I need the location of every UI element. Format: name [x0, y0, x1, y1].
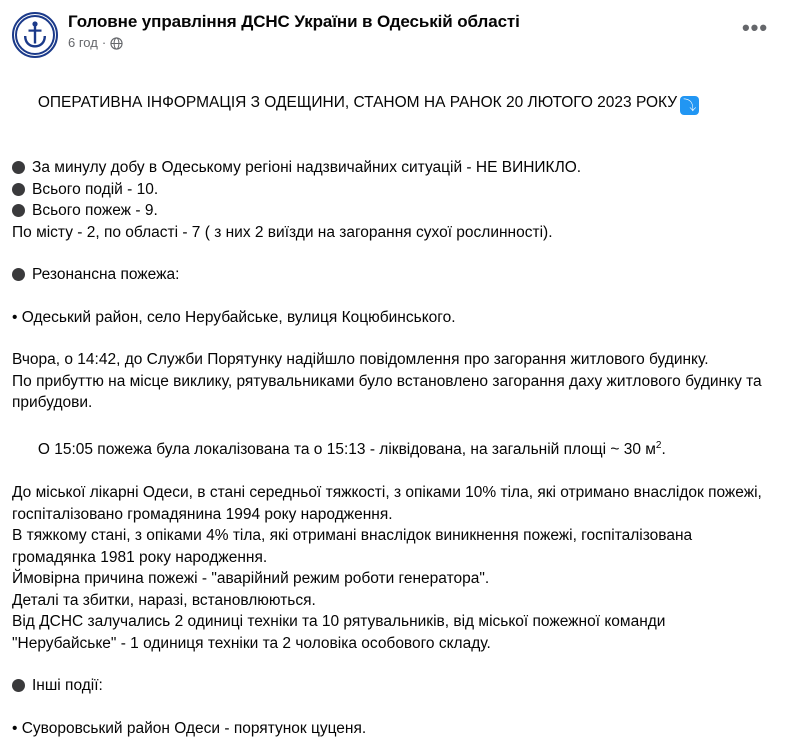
list-item-label: Всього подій - 10.	[32, 180, 159, 198]
other-events-line: • Суворовський район Одеси - порятунок цуценя.	[12, 719, 367, 737]
list-item-label: За минулу добу в Одеському регіоні надзвичайних ситуацій - НЕ ВИНИКЛО.	[32, 159, 582, 176]
list-item	[12, 200, 774, 222]
list-item	[12, 157, 774, 179]
meta-separator: ·	[101, 35, 107, 50]
spacer	[12, 286, 774, 307]
area-line-before: О 15:05 пожежа була локалізована та о 15:13 - ліквідована, на загальній площі ~ 30 м	[37, 441, 656, 459]
page-name[interactable]: Головне управління ДСНС України в Одеській області	[68, 12, 520, 31]
paragraph: Від ДСНС залучались 2 одиниці техніки та 10 рятувальників, від міської пожежної команди "Нерубайське" - 1 одиниця техніки та 2 чоловіка особового складу.	[12, 613, 670, 652]
bullet-circle-icon	[12, 204, 25, 217]
area-line-superscript: 2	[655, 440, 662, 451]
spacer	[12, 136, 774, 157]
list-item	[12, 264, 774, 286]
paragraph: Ймовірна причина пожежі - "аварійний режим роботи генератора".	[12, 570, 490, 588]
avatar[interactable]	[12, 12, 58, 58]
post-timestamp[interactable]: 6 год	[68, 35, 98, 50]
post-header-text	[68, 10, 520, 51]
post-title-text: ОПЕРАТИВНА ІНФОРМАЦІЯ З ОДЕЩИНИ, СТАНОМ НА РАНОК 20 ЛЮТОГО 2023 РОКУ	[37, 93, 678, 111]
bullet-circle-icon	[12, 679, 25, 692]
paragraph: Вчора, о 14:42, до Служби Порятунку надійшло повідомлення про загорання житлового будинку.	[12, 351, 709, 368]
list-item-label: Інші події:	[32, 677, 103, 695]
spacer	[12, 654, 774, 675]
post-header	[0, 0, 786, 64]
list-item-label: Всього пожеж - 9.	[32, 202, 158, 219]
paragraph: До міської лікарні Одеси, в стані середньої тяжкості, з опіками 10% тіла, які отримано внаслідок пожежі, госпіталізовано громадянина 1994 року народження.	[12, 484, 767, 523]
spacer	[12, 697, 774, 718]
location-line: • Одеський район, село Нерубайське, вулиця Коцюбинського.	[12, 308, 456, 326]
paragraph: В тяжкому стані, з опіками 4% тіла, які отримані внаслідок виникнення пожежі, госпіталізована громадянка 1981 року народження.	[12, 527, 697, 566]
paragraph: По прибуттю на місце виклику, рятувальниками було встановлено загорання даху житлового будинку та прибудови.	[12, 372, 766, 411]
bullet-circle-icon	[12, 268, 25, 281]
list-item	[12, 179, 774, 201]
list-item-label: Резонансна пожежа:	[32, 266, 180, 283]
globe-icon	[110, 37, 123, 50]
area-line-after: .	[661, 441, 666, 459]
post-options-button[interactable]	[738, 16, 772, 40]
summary-line: По місту - 2, по області - 7 ( з них 2 виїзди на загорання сухої рослинності).	[12, 223, 553, 241]
paragraph: Деталі та збитки, наразі, встановлюються.	[12, 591, 316, 609]
list-item	[12, 675, 774, 697]
bullet-circle-icon	[12, 161, 25, 174]
spacer	[12, 328, 774, 349]
area-line	[12, 414, 774, 483]
post-meta	[68, 35, 520, 51]
post-title-line	[12, 70, 774, 136]
bullet-circle-icon	[12, 183, 25, 196]
post-body	[0, 64, 786, 739]
arrow-down-right-badge-icon: ⤵	[680, 96, 699, 115]
spacer	[12, 243, 774, 264]
anchor-emblem-icon	[15, 15, 55, 55]
ellipsis-icon: •••	[741, 15, 769, 40]
